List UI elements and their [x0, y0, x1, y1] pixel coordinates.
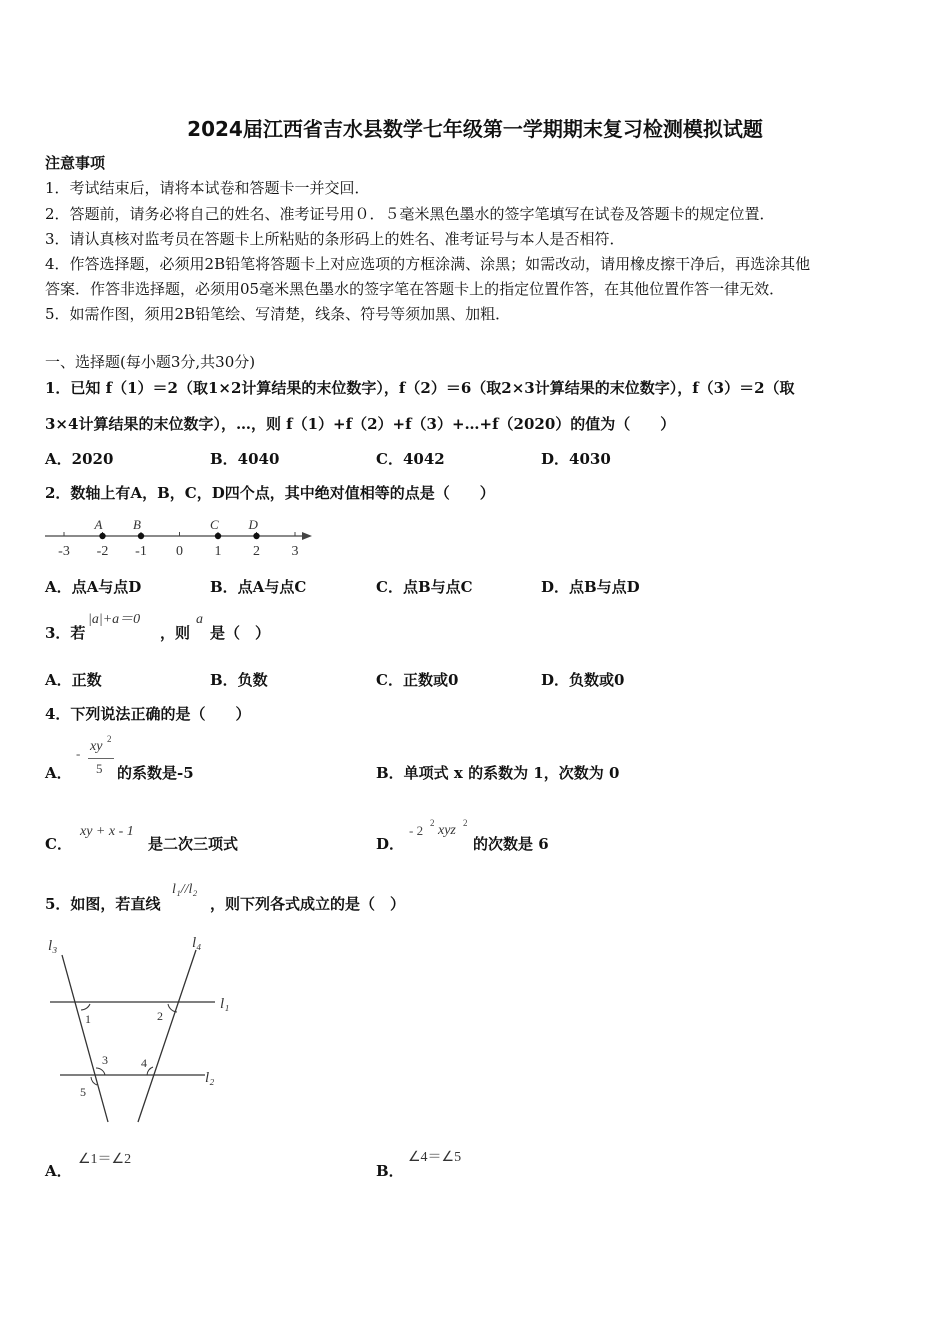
- q4-a-exponent: 2: [107, 734, 112, 744]
- q5-suffix: ，则下列各式成立的是（ ）: [210, 895, 406, 913]
- note-item-4-cont: 答案．作答非选择题，必须用05毫米黑色墨水的签字笔在答题卡上的指定位置作答，在其他位置作答一律无效．: [45, 280, 785, 298]
- q3-option-a: A．正数: [45, 671, 102, 689]
- q4-d-suffix: 的次数是 6: [473, 835, 549, 853]
- section-heading: 一、选择题(每小题3分,共30分): [45, 353, 256, 371]
- number-line-tick-label: 2: [253, 544, 260, 559]
- q3-option-d: D．负数或0: [541, 671, 625, 689]
- q1-line2: 3×4计算结果的末位数字），…，则 f（1）+f（2）+f（3）+…+f（2020）的值为（ ）: [45, 415, 676, 433]
- q1-option-d: D．4030: [541, 450, 611, 468]
- q4-d-exponent-1: 2: [430, 818, 435, 828]
- number-line-arrow: [302, 532, 312, 540]
- note-item-5: 5．如需作图，须用2B铅笔绘、写清楚，线条、符号等须加黑、加粗．: [45, 305, 511, 323]
- number-line-point-c: [215, 533, 221, 539]
- number-line-point-a: [99, 533, 105, 539]
- number-line-point-label: D: [248, 517, 258, 532]
- note-item-1: 1．考试结束后，请将本试卷和答题卡一并交回．: [45, 179, 370, 197]
- q5-option-b-label: B．: [376, 1162, 404, 1180]
- angle-label-1: 1: [85, 1012, 91, 1026]
- number-line-tick-label: -3: [58, 544, 70, 559]
- q3-suffix: 是（ ）: [210, 624, 271, 642]
- angle-arc-1: [81, 1004, 90, 1010]
- q2-option-d: D．点B与点D: [541, 578, 640, 596]
- note-item-4: 4．作答选择题，必须用2B铅笔将答题卡上对应选项的方框涂满、涂黑；如需改动，请用橡皮擦干净后，再选涂其他: [45, 255, 811, 273]
- q2-option-c: C．点B与点C: [376, 578, 473, 596]
- q5-option-b-expression: ∠4＝∠5: [408, 1150, 462, 1165]
- q4-option-a-label: A．: [45, 764, 72, 782]
- q2-option-b: B．点A与点C: [210, 578, 307, 596]
- note-item-3: 3．请认真核对监考员在答题卡上所粘贴的条形码上的姓名、准考证号与本人是否相符．: [45, 230, 625, 248]
- angle-label-2: 2: [157, 1009, 163, 1023]
- label-l1: l₁: [220, 996, 230, 1012]
- q4-a-denominator: 5: [96, 761, 103, 776]
- q4-option-c-label: C．: [45, 835, 72, 853]
- q3-condition: |a|+a＝0: [88, 612, 141, 627]
- angle-label-5: 5: [80, 1085, 86, 1099]
- number-line-point-d: [253, 533, 259, 539]
- q1-option-a: A．2020: [45, 450, 114, 468]
- q4-d-coefficient: - 2: [409, 823, 424, 838]
- q2-text: 2．数轴上有A，B，C，D四个点，其中绝对值相等的点是（ ）: [45, 484, 495, 502]
- page-title: 2024届江西省吉水县数学七年级第一学期期末复习检测模拟试题: [187, 117, 763, 141]
- angle-arc-3: [96, 1068, 105, 1075]
- q4-a-sign: -: [76, 746, 81, 761]
- q3-option-b: B．负数: [210, 671, 268, 689]
- q5-option-a-expression: ∠1＝∠2: [78, 1152, 132, 1167]
- q4-a-suffix: 的系数是-5: [117, 764, 194, 782]
- q5-parallel-condition: l₁//l₂: [172, 882, 198, 897]
- q4-option-b: B．单项式 x 的系数为 1，次数为 0: [376, 764, 620, 782]
- number-line-tick-label: 1: [214, 544, 222, 559]
- q4-d-variables: xyz: [438, 823, 456, 838]
- q3-prefix: 3．若: [45, 624, 86, 642]
- number-line-tick-label: -1: [135, 544, 147, 559]
- angle-arc-4: [147, 1067, 153, 1075]
- angle-label-3: 3: [102, 1053, 108, 1067]
- number-line-point-label: A: [94, 517, 103, 532]
- q5-prefix: 5．如图，若直线: [45, 895, 161, 913]
- q4-a-numerator: xy: [90, 739, 103, 754]
- number-line-tick-label: 3: [291, 544, 299, 559]
- number-line-point-label: C: [210, 517, 219, 532]
- note-item-2: 2．答题前，请务必将自己的姓名、准考证号用０．５毫米黑色墨水的签字笔填写在试卷及答题卡的规定位置．: [45, 205, 775, 223]
- q1-option-b: B．4040: [210, 450, 280, 468]
- label-l2: l₂: [205, 1070, 215, 1086]
- q4-option-d-label: D．: [376, 835, 405, 853]
- q3-middle: ，则: [160, 624, 191, 642]
- q1-option-c: C．4042: [376, 450, 445, 468]
- q4-c-suffix: 是二次三项式: [148, 835, 239, 853]
- notes-heading: 注意事项: [45, 154, 106, 172]
- q4-d-exponent-2: 2: [463, 818, 468, 828]
- q2-option-a: A．点A与点D: [45, 578, 142, 596]
- q3-option-c: C．正数或0: [376, 671, 459, 689]
- q4-text: 4．下列说法正确的是（ ）: [45, 705, 251, 723]
- label-l4: l₄: [192, 935, 202, 951]
- number-line-point-label: B: [133, 517, 141, 532]
- line-l4: [138, 950, 196, 1122]
- parallel-lines-figure: [40, 930, 250, 1130]
- number-line-tick-label: 0: [176, 544, 183, 559]
- angle-label-4: 4: [141, 1056, 147, 1070]
- q3-variable: a: [196, 612, 203, 627]
- label-l3: l₃: [48, 938, 58, 954]
- q1-line1: 1．已知 f（1）＝2（取1×2计算结果的末位数字），f（2）＝6（取2×3计算结果的末位数字），f（3）＝2（取: [45, 379, 795, 397]
- q4-c-expression: xy + x - 1: [80, 824, 134, 839]
- q5-option-a-label: A．: [45, 1162, 72, 1180]
- number-line-point-b: [138, 533, 144, 539]
- number-line-figure: [40, 510, 330, 560]
- q4-a-fraction-bar: [88, 758, 114, 759]
- number-line-tick-label: -2: [96, 544, 109, 559]
